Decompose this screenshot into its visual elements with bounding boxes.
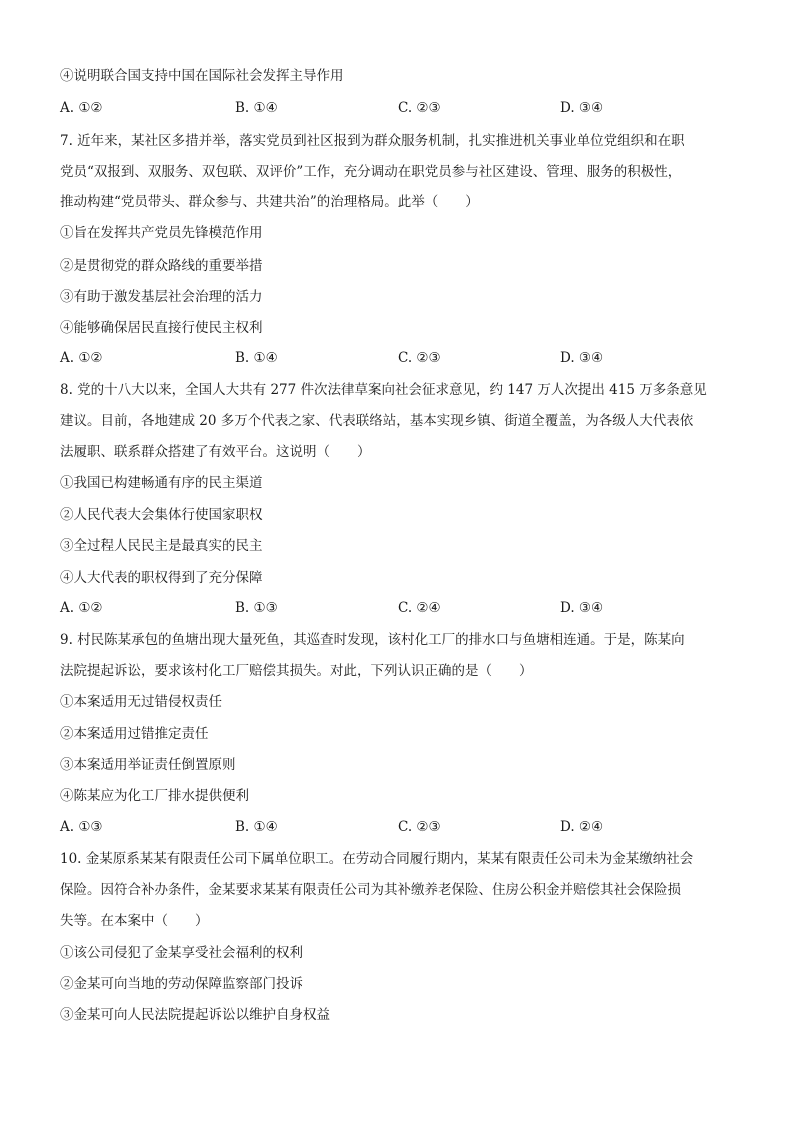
q9-choice-1: ①本案适用无过错侵权责任 (60, 694, 222, 710)
q9-options (60, 817, 740, 837)
q7-choice-4: ④能够确保居民直接行使民主权利 (60, 320, 263, 336)
q6-option-d: D. ③④ (560, 100, 604, 116)
q9-choice-3: ③本案适用举证责任倒置原则 (60, 757, 236, 773)
q9-option-a: A. ①③ (60, 819, 103, 835)
q7-choice-1: ①旨在发挥共产党员先锋模范作用 (60, 225, 263, 241)
q8-choice-1: ①我国已构建畅通有序的民主渠道 (60, 475, 263, 491)
q6-option-a: A. ①② (60, 100, 103, 116)
q7-option-d: D. ③④ (560, 350, 604, 366)
q8-options (60, 598, 740, 618)
q7-stem-line-1: 7. 近年来，某社区多措并举，落实党员到社区报到为群众服务机制，扎实推进机关事业单位党组织和在职 (60, 133, 685, 149)
q7-choice-2: ②是贯彻党的群众路线的重要举措 (60, 258, 263, 274)
q10-stem-line-2: 保险。因符合补办条件，金某要求某某有限责任公司为其补缴养老保险、住房公积金并赔偿其社会保险损 (60, 882, 681, 898)
q7-option-c: C. ②③ (398, 350, 441, 366)
q9-stem-line-2: 法院提起诉讼，要求该村化工厂赔偿其损失。对此，下列认识正确的是（ ） (60, 663, 533, 679)
q9-option-c: C. ②③ (398, 819, 441, 835)
q6-option-b: B. ①④ (235, 100, 278, 116)
q6-option-c: C. ②③ (398, 100, 441, 116)
q10-stem-line-1: 10. 金某原系某某有限责任公司下属单位职工。在劳动合同履行期内，某某有限责任公司未为金某缴纳社会 (60, 851, 694, 867)
q10-choice-3: ③金某可向人民法院提起诉讼以维护自身权益 (60, 1007, 330, 1023)
q8-option-c: C. ②④ (398, 600, 441, 616)
q7-option-b: B. ①④ (235, 350, 278, 366)
q7-option-a: A. ①② (60, 350, 103, 366)
q8-choice-3: ③全过程人民民主是最真实的民主 (60, 538, 263, 554)
q9-stem-line-1: 9. 村民陈某承包的鱼塘出现大量死鱼，其巡查时发现，该村化工厂的排水口与鱼塘相连通。于是，陈某向 (60, 632, 685, 648)
q8-option-a: A. ①② (60, 600, 103, 616)
q8-stem-line-1: 8. 党的十八大以来，全国人大共有 277 件次法律草案向社会征求意见，约 147 万人次提出 415 万多条意见 (60, 382, 707, 398)
q9-choice-4: ④陈某应为化工厂排水提供便利 (60, 788, 249, 804)
q8-stem-line-3: 法履职、联系群众搭建了有效平台。这说明（ ） (60, 444, 371, 460)
q7-choice-3: ③有助于激发基层社会治理的活力 (60, 289, 263, 305)
q8-choice-2: ②人民代表大会集体行使国家职权 (60, 507, 263, 523)
q6-choice-4: ④说明联合国支持中国在国际社会发挥主导作用 (60, 68, 344, 84)
q9-option-d: D. ②④ (560, 819, 604, 835)
q7-stem-line-3: 推动构建“党员带头、群众参与、共建共治”的治理格局。此举（ ） (60, 194, 479, 210)
q9-choice-2: ②本案适用过错推定责任 (60, 726, 209, 742)
q7-options (60, 348, 740, 368)
q10-stem-line-3: 失等。在本案中（ ） (60, 913, 209, 929)
q7-stem-line-2: 党员“双报到、双服务、双包联、双评价”工作，充分调动在职党员参与社区建设、管理、服务的积极性， (60, 164, 682, 180)
q9-option-b: B. ①④ (235, 819, 278, 835)
q10-choice-1: ①该公司侵犯了金某享受社会福利的权利 (60, 945, 303, 961)
q10-choice-2: ②金某可向当地的劳动保障监察部门投诉 (60, 976, 303, 992)
q8-option-d: D. ③④ (560, 600, 604, 616)
q8-option-b: B. ①③ (235, 600, 278, 616)
q6-options (60, 98, 740, 118)
q8-stem-line-2: 建议。目前，各地建成 20 多万个代表之家、代表联络站，基本实现乡镇、街道全覆盖，为各级人大代表依 (60, 413, 694, 429)
q8-choice-4: ④人大代表的职权得到了充分保障 (60, 570, 263, 586)
